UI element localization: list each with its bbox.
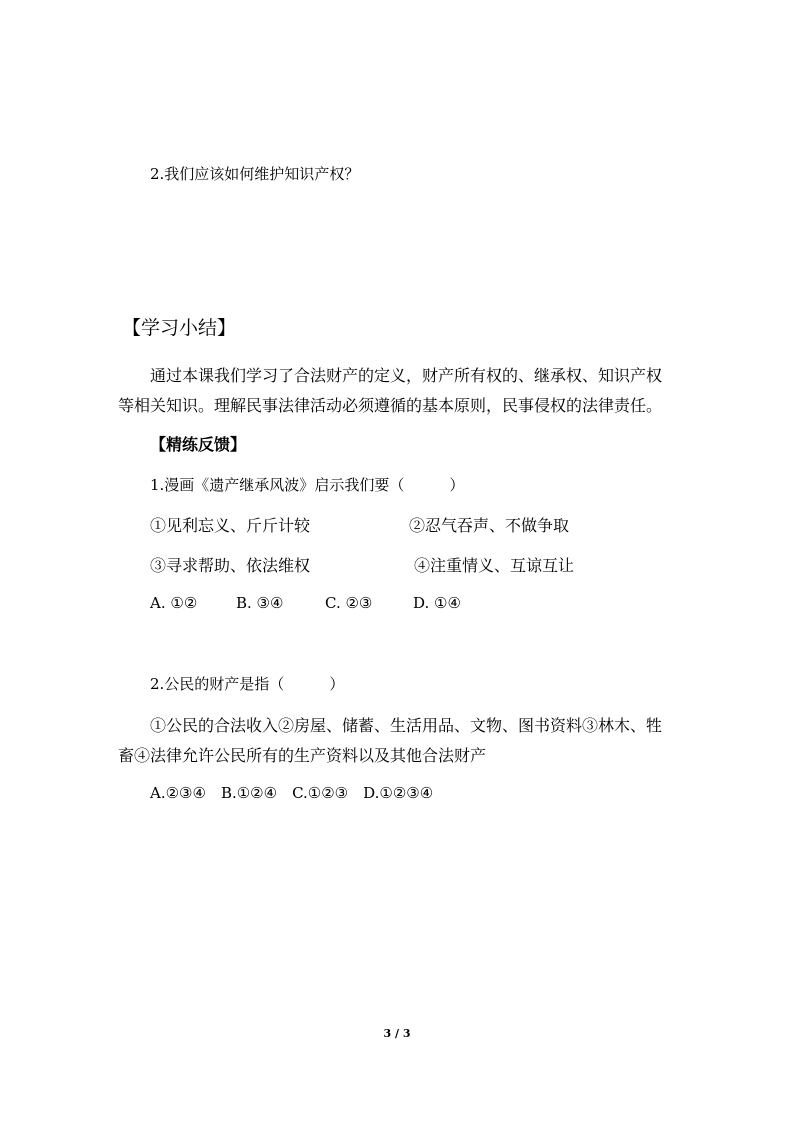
question-2-text: 2.我们应该如何维护知识产权？ xyxy=(150,165,360,183)
practice-q1-item-4: ④注重情义、互谅互让 xyxy=(414,556,575,575)
practice-q1-item-3: ③寻求帮助、依法维权 xyxy=(150,556,311,575)
practice-q2-stem: 2.公民的财产是指（ ） xyxy=(150,675,345,693)
summary-line-2: 等相关知识。理解民事法律活动必须遵循的基本原则，民事侵权的法律责任。 xyxy=(118,396,663,415)
page-number: 3 / 3 xyxy=(383,1027,411,1040)
practice-q1-item-1: ①见利忘义、斤斤计较 xyxy=(150,516,311,535)
practice-q1-option-c: C. ②③ xyxy=(325,594,373,612)
practice-heading: 【精练反馈】 xyxy=(150,435,247,454)
practice-q1-option-d: D. ①④ xyxy=(413,594,461,612)
practice-q2-line-2: 畜④法律允许公民所有的生产资料以及其他合法财产 xyxy=(118,746,487,765)
practice-q1-options xyxy=(150,594,461,612)
summary-heading: 【学习小结】 xyxy=(122,317,237,339)
practice-q1-stem: 1.漫画《遗产继承风波》启示我们要（ ） xyxy=(150,476,465,494)
practice-q1-option-b: B. ③④ xyxy=(236,594,284,612)
summary-line-1: 通过本课我们学习了合法财产的定义，财产所有权的、继承权、知识产权 xyxy=(150,366,663,385)
practice-q2-options: A.②③④ B.①②④ C.①②③ D.①②③④ xyxy=(150,784,434,802)
practice-q1-option-a: A. ①② xyxy=(150,594,198,612)
practice-q1-item-2: ②忍气吞声、不做争取 xyxy=(409,516,570,535)
practice-q2-line-1: ①公民的合法收入②房屋、储蓄、生活用品、文物、图书资料③林木、牲 xyxy=(150,716,663,735)
